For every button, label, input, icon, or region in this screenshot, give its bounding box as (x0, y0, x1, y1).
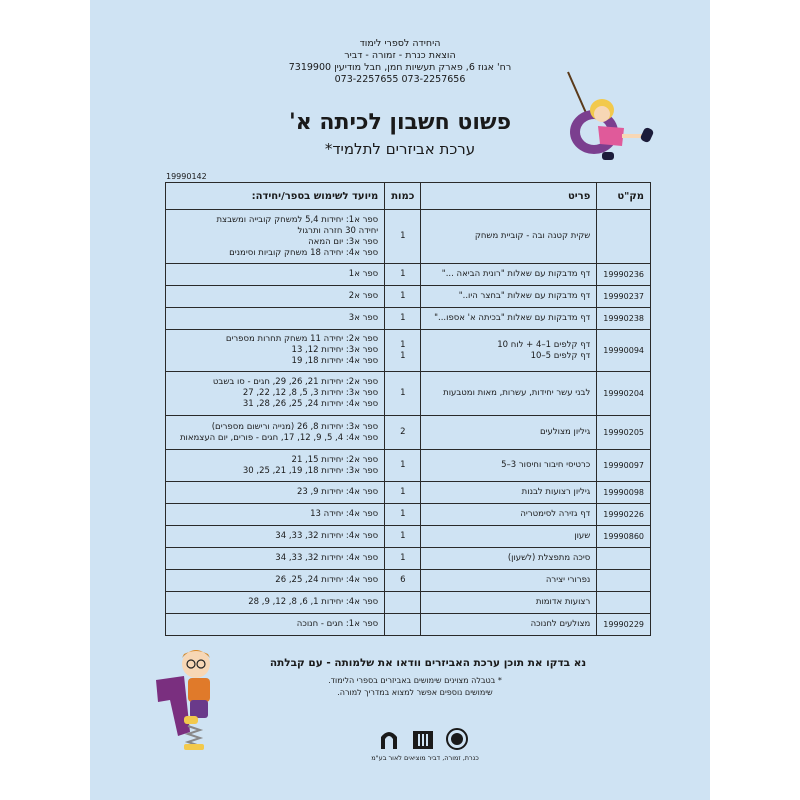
table-row (166, 482, 651, 504)
use-cell (166, 450, 385, 482)
qty-cell-line: 1 (400, 460, 406, 470)
item-cell-line: דף קלפים 1–4 + לוח 10 (497, 339, 591, 350)
publisher-unit: היחידה לספרי לימוד (359, 38, 441, 49)
item-cell-line: נפרורי יצירה (545, 575, 591, 585)
use-cell-line: ספר א4: יחידות 32, 33, 34 (275, 531, 379, 541)
use-cell-line: ספר א4: יחידה 18 משחק קוביות וסימנים (229, 247, 379, 258)
use-cell-line: ספר א2 (348, 291, 379, 301)
sku-cell: 19990237 (597, 286, 651, 308)
header-use: מיועד לשימוש בספר/יחידה: (166, 183, 385, 210)
qty-cell-line: 1 (400, 291, 406, 301)
item-cell (421, 504, 597, 526)
qty-cell-line: 1 (400, 350, 406, 361)
qty-cell-line: 1 (400, 388, 406, 398)
publisher-phones: 073-2257656 073-2257655 (334, 74, 466, 85)
qty-cell (385, 526, 421, 548)
use-cell (166, 504, 385, 526)
item-cell-line: מצולעים לחנוכה (530, 619, 591, 629)
item-cell-line: גיליון מצולעים (539, 427, 591, 437)
sku-cell (597, 570, 651, 592)
item-cell-line: גיליון רצועות לבנות (521, 487, 591, 497)
table-row (166, 372, 651, 416)
sku-cell: 19990860 (597, 526, 651, 548)
kinneret-logo-icon (377, 727, 401, 751)
logos-caption: כנרת, זמורה, דביר מוציאים לאור בע"מ (371, 754, 479, 762)
qty-cell (385, 330, 421, 372)
page-title: פשוט חשבון לכיתה א' (288, 110, 512, 135)
qty-cell-line: 1 (400, 313, 406, 323)
sku-cell: 19990204 (597, 372, 651, 416)
catalog-number: 19990142 (166, 172, 207, 181)
item-cell-line: שקית קטנה ובה - קוביית משחק (474, 231, 591, 241)
header-sku: מק"ט (597, 183, 651, 210)
item-cell-line: לבני עשר יחידות, עשרות, מאות ומטבעות (443, 388, 591, 398)
sku-cell: 19990226 (597, 504, 651, 526)
table-row (166, 264, 651, 286)
qty-cell (385, 548, 421, 570)
item-cell (421, 210, 597, 264)
table-row (166, 526, 651, 548)
item-cell-line: רצועות אדומות (535, 597, 591, 607)
table-row (166, 330, 651, 372)
item-cell (421, 308, 597, 330)
use-cell-line: ספר א4: יחידות 1, 6, 8, 12, 9, 28 (248, 597, 379, 607)
use-cell (166, 210, 385, 264)
use-cell-line: ספר א1: חגים - חנוכה (296, 619, 379, 629)
zmora-logo-icon (411, 727, 435, 751)
kit-sheet (90, 0, 710, 800)
sku-cell: 19990236 (597, 264, 651, 286)
table-row (166, 614, 651, 636)
use-cell (166, 372, 385, 416)
use-cell-line: יחידה 30 חזרה ותרגול (297, 225, 379, 236)
use-cell-line: ספר א3 (348, 313, 379, 323)
sku-cell: 19990205 (597, 416, 651, 450)
use-cell (166, 330, 385, 372)
item-cell-line: שעון (574, 531, 591, 541)
use-cell-line: ספר א3: יום המאה (308, 236, 379, 247)
qty-cell (385, 504, 421, 526)
qty-cell (385, 614, 421, 636)
table-row (166, 416, 651, 450)
qty-cell (385, 482, 421, 504)
item-cell (421, 450, 597, 482)
item-cell (421, 372, 597, 416)
table-row (166, 286, 651, 308)
item-cell (421, 614, 597, 636)
qty-cell-line: 1 (400, 487, 406, 497)
sku-cell: 19990094 (597, 330, 651, 372)
item-cell (421, 570, 597, 592)
qty-cell (385, 450, 421, 482)
qty-cell-line: 1 (400, 531, 406, 541)
use-cell (166, 286, 385, 308)
table-row (166, 450, 651, 482)
item-cell (421, 416, 597, 450)
use-cell-line: ספר א4: יחידות 9, 23 (296, 487, 379, 497)
use-cell-line: ספר א2: יחידה 11 משחק תחרות מספרים (225, 334, 379, 344)
use-cell (166, 592, 385, 614)
table-row (166, 308, 651, 330)
qty-cell-line: 6 (400, 575, 406, 585)
sku-cell: 19990229 (597, 614, 651, 636)
use-cell-line: ספר א4: יחידות 18, 19 (291, 356, 379, 366)
item-cell-line: דף גזירה לסימטריה (520, 509, 591, 519)
item-cell (421, 286, 597, 308)
qty-cell (385, 416, 421, 450)
item-cell-line: דף קלפים 5–10 (530, 350, 591, 361)
sku-cell: 19990097 (597, 450, 651, 482)
item-cell (421, 526, 597, 548)
use-cell (166, 526, 385, 548)
table-row (166, 548, 651, 570)
use-cell-line: ספר א4: יחידות 24, 25, 26 (275, 575, 379, 585)
sku-cell: 19990098 (597, 482, 651, 504)
footnote-2: שימושים נוספים אפשר למצוא במדריך למורה. (337, 688, 493, 697)
use-cell (166, 570, 385, 592)
use-cell-line: ספר א4: יחידות 24, 25, 26, 28, 31 (242, 399, 379, 409)
check-contents-notice: נא בדקו את תוכן ערכת האביזרים וודאו את שלמותה - עם קבלתה (269, 657, 587, 669)
page-subtitle: ערכת אביזרים לתלמיד* (324, 140, 476, 158)
qty-cell (385, 286, 421, 308)
qty-cell (385, 372, 421, 416)
use-cell-line: ספר א1 (348, 269, 379, 279)
qty-cell-line: 1 (400, 553, 406, 563)
use-cell (166, 416, 385, 450)
sku-cell (597, 210, 651, 264)
table-row (166, 570, 651, 592)
header-qty: כמות (385, 183, 421, 210)
qty-cell-line: 1 (400, 339, 406, 350)
use-cell-line: ספר א3: יחידות 8, 26 (מנייה ורישום מספרים) (211, 421, 379, 432)
use-cell (166, 614, 385, 636)
sku-cell (597, 548, 651, 570)
boy-on-spring-illustration (150, 640, 240, 755)
use-cell (166, 482, 385, 504)
publisher-logos (368, 727, 478, 751)
header-item: פריט (421, 183, 597, 210)
qty-cell-line: 2 (400, 427, 406, 437)
use-cell-line: ספר א3: יחידות 12, 13 (291, 345, 379, 355)
sku-cell (597, 592, 651, 614)
item-cell-line: דף מדבקות עם שאלות "בכיתה א' אספו..." (434, 313, 591, 323)
use-cell-line: ספר א3: יחידות 18, 19, 21, 25, 30 (242, 465, 379, 476)
use-cell-line: ספר א2: יחידות 15, 21 (291, 454, 379, 465)
item-cell-line: דף מדבקות עם שאלות "רונית הביאה ..." (441, 269, 591, 279)
qty-cell (385, 308, 421, 330)
table-row (166, 504, 651, 526)
use-cell-line: ספר א4: יחידה 13 (310, 509, 379, 519)
item-cell-line: דף מדבקות עם שאלות "בחצר היו.." (458, 291, 591, 301)
footnote-1: * בטבלה מצוינים שימושים באביזרים בספרי הלימוד. (328, 676, 502, 685)
qty-cell (385, 210, 421, 264)
item-cell-line: סיכה מתפצלת (לשעון) (507, 553, 591, 563)
use-cell-line: ספר א4: 4, 5, 9, 12, 17, חגים - פורים, יום העצמאות (179, 432, 379, 443)
qty-cell-line: 1 (400, 231, 406, 241)
item-cell (421, 482, 597, 504)
publisher-name: הוצאת כנרת - זמורה - דביר (344, 50, 456, 61)
item-cell (421, 548, 597, 570)
use-cell-line: ספר א2: יחידות 21, 26, 29, חגים - סו בשבט (212, 377, 379, 387)
use-cell (166, 264, 385, 286)
sku-cell: 19990238 (597, 308, 651, 330)
use-cell (166, 308, 385, 330)
publisher-address: רח' אגוז 6, פארק תעשיות חמן, חבל מודיעין 7319900 (288, 62, 512, 73)
item-cell-line: כרטיסי חיבור וחיסור 3–5 (501, 460, 591, 470)
qty-cell (385, 570, 421, 592)
qty-cell (385, 592, 421, 614)
item-cell (421, 592, 597, 614)
qty-cell-line: 1 (400, 269, 406, 279)
use-cell-line: ספר א3: יחידות 3, 5, 8, 12, 22, 27 (242, 388, 379, 398)
use-cell-line: ספר א4: יחידות 32, 33, 34 (275, 553, 379, 563)
use-cell (166, 548, 385, 570)
dvir-logo-icon (445, 727, 469, 751)
table-row (166, 592, 651, 614)
qty-cell-line: 1 (400, 509, 406, 519)
item-cell (421, 330, 597, 372)
qty-cell (385, 264, 421, 286)
table-row (166, 210, 651, 264)
item-cell (421, 264, 597, 286)
table-header-row (166, 183, 651, 210)
use-cell-line: ספר א1: יחידות 5,4 למשחק קובייה ומשבצת (216, 214, 379, 225)
accessories-table (165, 182, 651, 636)
